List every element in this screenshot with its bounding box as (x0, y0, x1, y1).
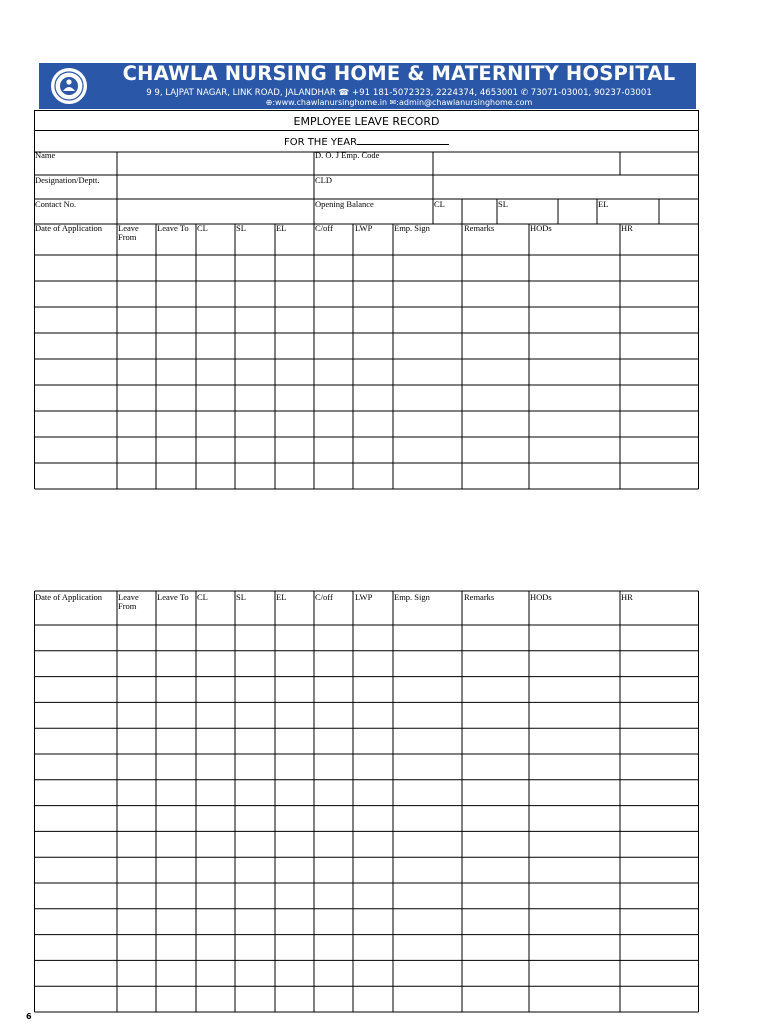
col-leave-from: Leave From (118, 592, 139, 611)
opening-cl-label: CL (434, 199, 445, 209)
col-coff: C/off (315, 592, 333, 602)
col-emp-sign: Emp. Sign (394, 223, 430, 233)
for-the-year-label: FOR THE YEAR (283, 137, 358, 148)
col-cl: CL (197, 592, 208, 602)
contact-label: Contact No. (35, 199, 77, 209)
col-lwp: LWP (355, 592, 373, 602)
col-el: EL (276, 223, 287, 233)
doj-emp-code-label: D. O. J Emp. Code (315, 150, 380, 160)
opening-balance-label: Opening Balance (315, 199, 374, 209)
col-sl: SL (236, 592, 246, 602)
col-emp-sign: Emp. Sign (394, 592, 430, 602)
col-hods: HODs (530, 223, 552, 233)
col-coff: C/off (315, 223, 333, 233)
col-leave-from: Leave From (118, 223, 139, 242)
opening-sl-label: SL (498, 199, 508, 209)
col-lwp: LWP (355, 223, 373, 233)
name-label: Name (35, 150, 56, 160)
opening-el-label: EL (598, 199, 609, 209)
col-date-of-application: Date of Application (35, 223, 103, 233)
col-hods: HODs (530, 592, 552, 602)
hospital-web-email: ⊕:www.chawlanursinghome.in ✉:admin@chawlanursinghome.com (265, 98, 533, 107)
col-date-of-application: Date of Application (35, 592, 103, 602)
cld-label: CLD (315, 175, 332, 185)
col-remarks: Remarks (464, 592, 495, 602)
col-hr: HR (621, 592, 633, 602)
hospital-address: 9 9, LAJPAT NAGAR, LINK ROAD, JALANDHAR ☎ +91 181-5072323, 2224374, 4653001 ✆ 73071-03001, 90237-03001 (146, 88, 652, 98)
col-cl: CL (197, 223, 208, 233)
col-hr: HR (621, 223, 633, 233)
col-leave-to: Leave To (157, 223, 189, 233)
col-leave-to: Leave To (157, 592, 189, 602)
page-number: 6 (26, 1012, 32, 1021)
col-sl: SL (236, 223, 246, 233)
hospital-name: CHAWLA NURSING HOME & MATERNITY HOSPITAL (122, 62, 676, 85)
col-el: EL (276, 592, 287, 602)
designation-label: Designation/Deptt. (35, 175, 100, 185)
col-remarks: Remarks (464, 223, 495, 233)
form-title: EMPLOYEE LEAVE RECORD (34, 110, 699, 131)
